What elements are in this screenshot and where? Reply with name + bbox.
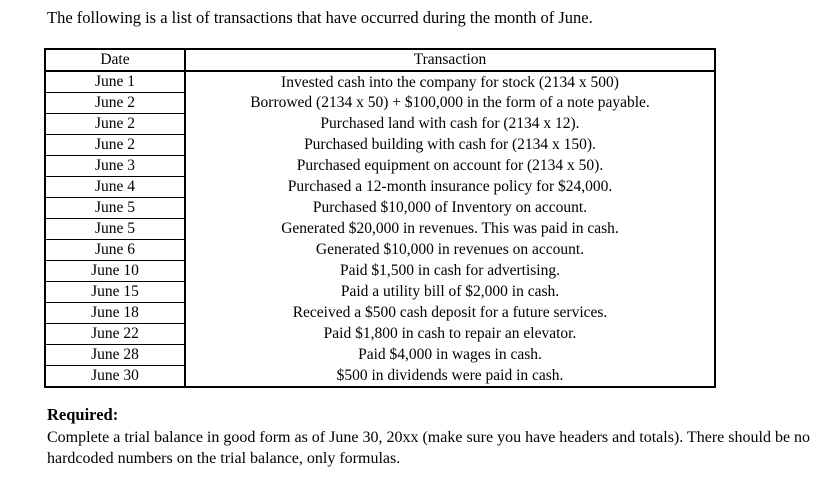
date-cell: June 1 [45, 71, 185, 93]
table-row [45, 261, 715, 282]
table-row [45, 219, 715, 240]
required-instructions: Complete a trial balance in good form as of June 30, 20xx (make sure you have headers and totals). There should be no hardcoded numbers on the trial balance, only formulas. [47, 429, 811, 467]
transaction-cell: Received a $500 cash deposit for a future services. [185, 303, 715, 324]
transaction-column-header: Transaction [185, 49, 715, 71]
date-cell: June 28 [45, 345, 185, 366]
date-cell: June 5 [45, 219, 185, 240]
table-row [45, 135, 715, 156]
transactions-table [44, 48, 716, 388]
table-row [45, 114, 715, 135]
transaction-cell: Purchased $10,000 of Inventory on account. [185, 198, 715, 219]
transaction-cell: Paid a utility bill of $2,000 in cash. [185, 282, 715, 303]
transaction-cell: Paid $4,000 in wages in cash. [185, 345, 715, 366]
table-row [45, 240, 715, 261]
date-cell: June 6 [45, 240, 185, 261]
transaction-cell: Invested cash into the company for stock (2134 x 500) [185, 71, 715, 93]
transaction-cell: Borrowed (2134 x 50) + $100,000 in the form of a note payable. [185, 93, 715, 114]
date-cell: June 15 [45, 282, 185, 303]
table-row [45, 156, 715, 177]
transaction-cell: $500 in dividends were paid in cash. [185, 366, 715, 388]
transaction-cell: Paid $1,500 in cash for advertising. [185, 261, 715, 282]
date-cell: June 3 [45, 156, 185, 177]
table-row [45, 303, 715, 324]
table-row [45, 366, 715, 388]
date-cell: June 30 [45, 366, 185, 388]
transaction-cell: Paid $1,800 in cash to repair an elevator. [185, 324, 715, 345]
transaction-cell: Purchased building with cash for (2134 x 150). [185, 135, 715, 156]
date-cell: June 22 [45, 324, 185, 345]
date-cell: June 2 [45, 135, 185, 156]
transaction-cell: Generated $20,000 in revenues. This was paid in cash. [185, 219, 715, 240]
transaction-cell: Purchased a 12-month insurance policy for $24,000. [185, 177, 715, 198]
table-row [45, 93, 715, 114]
transaction-cell: Purchased land with cash for (2134 x 12). [185, 114, 715, 135]
table-row [45, 282, 715, 303]
transaction-cell: Purchased equipment on account for (2134 x 50). [185, 156, 715, 177]
transaction-cell: Generated $10,000 in revenues on account. [185, 240, 715, 261]
date-column-header: Date [45, 49, 185, 71]
table-row [45, 71, 715, 93]
date-cell: June 18 [45, 303, 185, 324]
table-row [45, 198, 715, 219]
date-cell: June 2 [45, 114, 185, 135]
table-row [45, 177, 715, 198]
table-row [45, 324, 715, 345]
date-cell: June 4 [45, 177, 185, 198]
table-row [45, 345, 715, 366]
date-cell: June 10 [45, 261, 185, 282]
table-header-row [45, 49, 715, 71]
date-cell: June 5 [45, 198, 185, 219]
required-heading: Required: [47, 405, 119, 424]
intro-text: The following is a list of transactions that have occurred during the month of June. [47, 8, 593, 27]
date-cell: June 2 [45, 93, 185, 114]
